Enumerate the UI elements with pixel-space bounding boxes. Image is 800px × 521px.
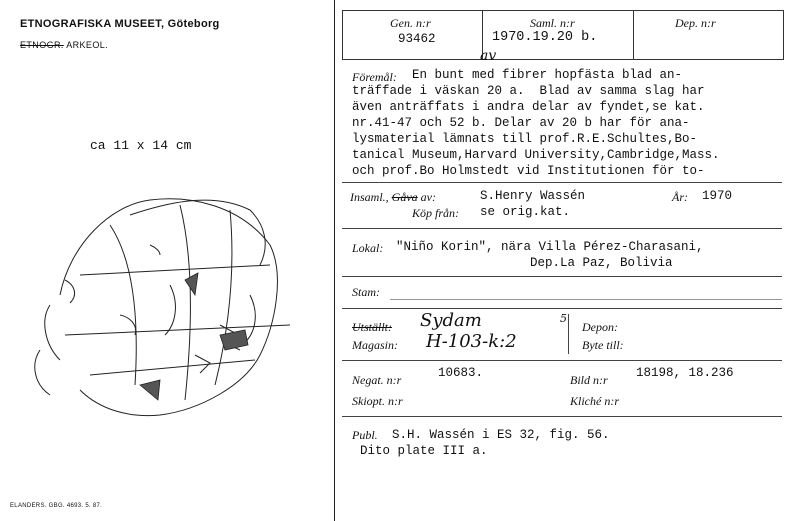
cliche-number-label: Kliché n:r (570, 394, 619, 408)
year-value: 1970 (702, 189, 733, 203)
exhibited-value: Sydam (420, 310, 482, 331)
exhibited-mark: 5 (560, 312, 567, 325)
publication-line1: S.H. Wassén i ES 32, fig. 56. (392, 428, 610, 442)
separator-line (342, 360, 782, 361)
year-label: År: (672, 190, 688, 204)
locality-label: Lokal: (352, 241, 384, 255)
object-description-line7: och prof.Bo Holmstedt vid Institutionen för to- (352, 164, 705, 178)
department-archaeology: ARKEOL. (66, 40, 109, 50)
card-divider (334, 0, 335, 521)
slide-number-label: Skiopt. n:r (352, 394, 403, 408)
saml-number-label: Saml. n:r (530, 16, 575, 30)
negative-number-value: 10683. (438, 366, 484, 380)
department-line (20, 40, 108, 50)
dep-number-label: Dep. n:r (675, 16, 716, 30)
object-description-line2: träffade i väskan 20 a. Blad av samma slag har (352, 84, 705, 98)
exchange-label: Byte till: (582, 338, 624, 352)
object-description-line3: även anträffats i andra delar av fyndet,se kat. (352, 100, 705, 114)
image-number-value: 18198, 18.236 (636, 366, 734, 380)
image-number-label: Bild n:r (570, 373, 608, 387)
saml-number-value: 1970.19.20 b. (492, 30, 598, 45)
object-label: Föremål: (352, 70, 397, 84)
separator-line (342, 276, 782, 277)
separator-line (342, 182, 782, 183)
tribe-line (390, 299, 782, 300)
object-description-line1: En bunt med fibrer hopfästa blad an- (412, 68, 683, 82)
gen-number-value: 93462 (398, 32, 436, 46)
collector-value: S.Henry Wassén (480, 189, 586, 203)
object-dimensions: ca 11 x 14 cm (90, 138, 192, 153)
publication-line2: Dito plate III a. (360, 444, 488, 458)
separator-line (342, 308, 782, 309)
negative-number-label: Negat. n:r (352, 373, 402, 387)
purchase-value: se orig.kat. (480, 205, 571, 219)
storage-label: Magasin: (352, 338, 398, 352)
department-struck: ETNOGR. (20, 40, 64, 50)
collector-label: Insaml., Gåva av: (350, 190, 436, 204)
separator-line (342, 228, 782, 229)
exhibited-label: Utställt: (352, 320, 393, 334)
gift-struck: Gåva (391, 190, 418, 204)
museum-title: ETNOGRAFISKA MUSEET, Göteborg (20, 18, 220, 30)
object-description-line6: tanical Museum,Harvard University,Cambridge,Mass. (352, 148, 720, 162)
depositor-label: Depon: (582, 320, 618, 334)
tribe-label: Stam: (352, 285, 380, 299)
publication-label: Publ. (352, 428, 378, 442)
leaf-bundle-sketch (20, 185, 300, 425)
locality-line1: "Niño Korin", nära Villa Pérez-Charasani, (396, 240, 704, 254)
object-description-line5: lysmaterial lämnats till prof.R.E.Schultes,Bo- (352, 132, 698, 146)
locality-line2: Dep.La Paz, Bolivia (530, 256, 673, 270)
separator-line (342, 416, 782, 417)
storage-divider (568, 314, 569, 354)
purchase-label: Köp från: (412, 206, 460, 220)
gen-number-label: Gen. n:r (390, 16, 431, 30)
object-description-line4: nr.41-47 och 52 b. Delar av 20 b har för ana- (352, 116, 690, 130)
printer-imprint: ELANDERS. GBG. 4693. 5. 87. (10, 503, 103, 509)
storage-value: H-103-k:2 (426, 331, 517, 352)
handwritten-insert: av (480, 48, 497, 64)
